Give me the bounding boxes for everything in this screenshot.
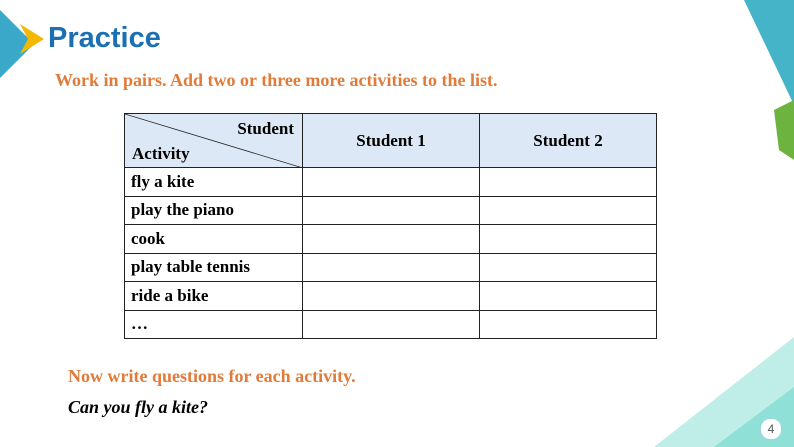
table-row <box>125 310 657 339</box>
corner-label-student: Student <box>237 119 294 138</box>
student-2-cell[interactable] <box>480 196 657 225</box>
column-header-student-1: Student 1 <box>303 114 480 168</box>
table-row <box>125 168 657 197</box>
activity-cell: fly a kite <box>125 168 303 197</box>
activity-cell: play table tennis <box>125 253 303 282</box>
activities-table <box>124 113 657 339</box>
student-2-cell[interactable] <box>480 282 657 311</box>
arrow-icon <box>18 22 46 56</box>
student-1-cell[interactable] <box>303 253 480 282</box>
table-row <box>125 253 657 282</box>
page-number: 4 <box>760 418 782 440</box>
student-1-cell[interactable] <box>303 225 480 254</box>
student-1-cell[interactable] <box>303 282 480 311</box>
activity-cell: play the piano <box>125 196 303 225</box>
table-row <box>125 225 657 254</box>
student-1-cell[interactable] <box>303 310 480 339</box>
table-header-row <box>125 114 657 168</box>
activity-cell: cook <box>125 225 303 254</box>
right-decor-shapes <box>744 0 794 160</box>
column-header-student-2: Student 2 <box>480 114 657 168</box>
student-2-cell[interactable] <box>480 253 657 282</box>
page-title: Practice <box>48 22 161 54</box>
student-2-cell[interactable] <box>480 225 657 254</box>
student-1-cell[interactable] <box>303 168 480 197</box>
activity-cell: ride a bike <box>125 282 303 311</box>
example-question: Can you fly a kite? <box>68 397 208 417</box>
corner-label-activity: Activity <box>132 144 190 163</box>
corner-header-cell <box>125 114 303 168</box>
student-1-cell[interactable] <box>303 196 480 225</box>
table-row <box>125 282 657 311</box>
student-2-cell[interactable] <box>480 168 657 197</box>
instruction-text: Work in pairs. Add two or three more activities to the list. <box>55 70 498 90</box>
follow-up-instruction: Now write questions for each activity. <box>68 366 356 386</box>
student-2-cell[interactable] <box>480 310 657 339</box>
table-row <box>125 196 657 225</box>
activity-cell: … <box>125 310 303 339</box>
